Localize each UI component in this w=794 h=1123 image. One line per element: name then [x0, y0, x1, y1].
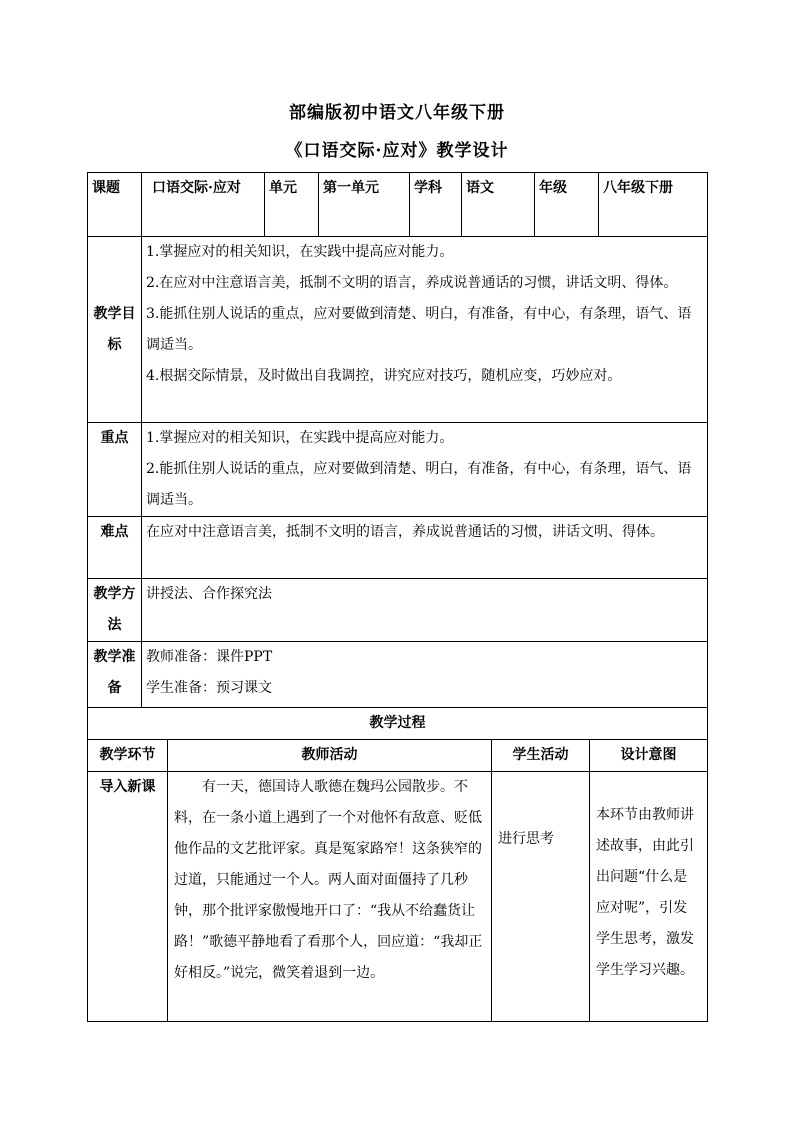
- objective-item: 4.根据交际情景，及时做出自我调控，讲究应对技巧，随机应变，巧妙应对。: [146, 368, 622, 384]
- student-activity-cell: 进行思考: [492, 772, 590, 1022]
- objectives-row: [88, 237, 708, 423]
- topic-value: 口语交际·应对: [142, 173, 265, 237]
- design-intent-header: 设计意图: [590, 740, 708, 772]
- key-points-label: 重点: [88, 423, 142, 517]
- key-points-row: [88, 423, 708, 517]
- methods-row: [88, 579, 708, 642]
- student-activity-header: 学生活动: [492, 740, 590, 772]
- objective-item: 2.在应对中注意语言美，抵制不文明的语言，养成说普通话的习惯，讲话文明、得体。: [146, 275, 678, 291]
- subject-value: 语文: [462, 173, 535, 237]
- preparation-content: [142, 642, 708, 708]
- process-header-row: [88, 740, 708, 772]
- unit-value: 第一单元: [319, 173, 410, 237]
- topic-label: 课题: [88, 173, 142, 237]
- objectives-content: [142, 237, 708, 423]
- objectives-label: 教学目标: [88, 237, 142, 423]
- methods-label: 教学方法: [88, 579, 142, 642]
- document-subtitle: 《口语交际·应对》教学设计: [285, 141, 509, 161]
- student-preparation: 学生准备：预习课文: [146, 680, 272, 696]
- teacher-activity-header: 教师活动: [168, 740, 492, 772]
- key-points-content: [142, 423, 708, 517]
- stage-cell: 导入新课: [88, 772, 168, 1022]
- process-row: [88, 772, 708, 1022]
- teaching-process-table: [87, 707, 708, 1022]
- difficulties-label: 难点: [88, 517, 142, 579]
- key-point-item: 2.能抓住别人说话的重点，应对要做到清楚、明白，有准备，有中心，有条理，语气、语调适当。: [146, 461, 692, 508]
- grade-value: 八年级下册: [599, 173, 708, 237]
- teacher-preparation: 教师准备：课件PPT: [146, 649, 273, 665]
- subject-label: 学科: [410, 173, 462, 237]
- objective-item: 3.能抓住别人说话的重点，应对要做到清楚、明白，有准备，有中心，有条理，语气、语调适当。: [146, 306, 692, 353]
- difficulties-row: [88, 517, 708, 579]
- stage-header: 教学环节: [88, 740, 168, 772]
- unit-label: 单元: [265, 173, 319, 237]
- grade-label: 年级: [535, 173, 599, 237]
- process-title: 教学过程: [88, 708, 708, 740]
- preparation-row: [88, 642, 708, 708]
- document-title: 部编版初中语文八年级下册: [289, 103, 505, 123]
- teacher-activity-cell: 有一天，德国诗人歌德在魏玛公园散步。不料，在一条小道上遇到了一个对他怀有敌意、贬低他作品的文艺批评家。真是冤家路窄！这条狭窄的过道，只能通过一个人。两人面对面僵持了几秒钟，那个批评家傲慢地开口了：“我从不给蠢货让路！”歌德平静地看了看那个人，回应道：“我却正好相反。”说完，微笑着退到一边。: [168, 772, 492, 1022]
- lesson-info-table: [87, 172, 708, 708]
- design-intent-cell: 本环节由教师讲述故事，由此引出问题“什么是应对呢”，引发学生思考，激发学生学习兴趣。: [590, 772, 708, 1022]
- process-title-row: [88, 708, 708, 740]
- difficulties-content: 在应对中注意语言美，抵制不文明的语言，养成说普通话的习惯，讲话文明、得体。: [142, 517, 708, 579]
- methods-content: 讲授法、合作探究法: [142, 579, 708, 642]
- key-point-item: 1.掌握应对的相关知识，在实践中提高应对能力。: [146, 430, 454, 446]
- objective-item: 1.掌握应对的相关知识，在实践中提高应对能力。: [146, 244, 454, 260]
- header-row: [88, 173, 708, 237]
- preparation-label: 教学准备: [88, 642, 142, 708]
